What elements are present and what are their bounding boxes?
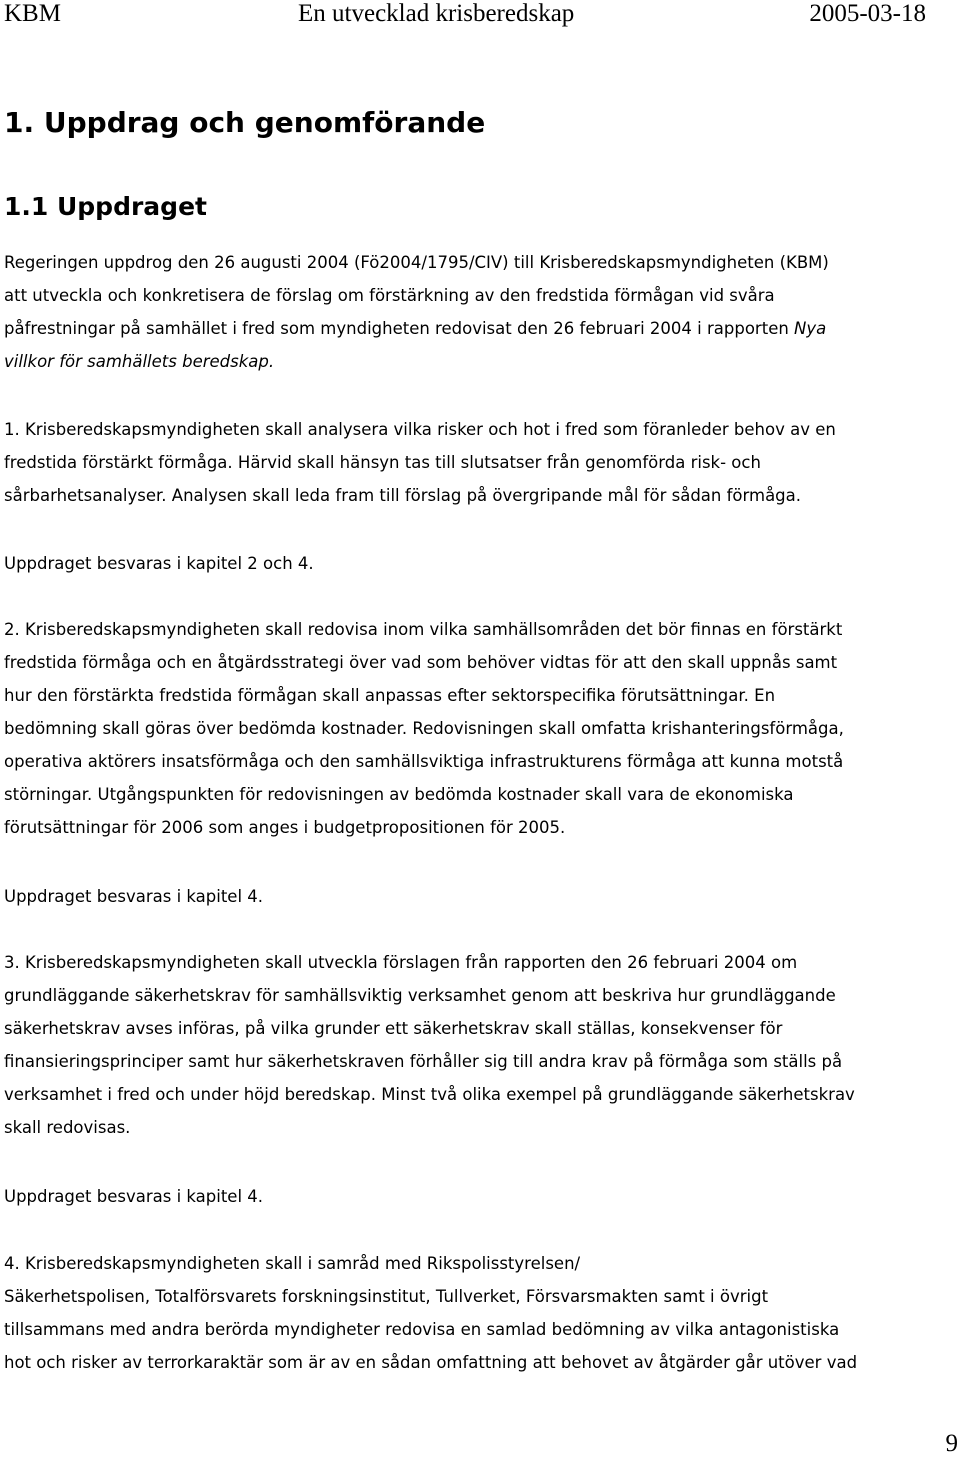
text-line: tillsammans med andra berörda myndigheter redovisa en samlad bedömning av vilka antagonistiska: [4, 1320, 840, 1339]
text-line: Uppdraget besvaras i kapitel 4.: [4, 1187, 264, 1206]
text-line: hur den förstärkta fredstida förmågan skall anpassas efter sektorspecifika förutsättningar. En: [4, 686, 776, 705]
intro-paragraph: [4, 246, 960, 378]
text-line: Uppdraget besvaras i kapitel 4.: [4, 887, 264, 906]
section-heading: 1.1 Uppdraget: [4, 192, 207, 221]
header-title: En utvecklad krisberedskap: [298, 0, 575, 27]
text-line: hot och risker av terrorkaraktär som är av en sådan omfattning att behovet av åtgärder går utöver vad: [4, 1353, 858, 1372]
text-line: att utveckla och konkretisera de förslag om förstärkning av den fredstida förmågan vid svåra: [4, 286, 775, 305]
text-line: bedömning skall göras över bedömda kostnader. Redovisningen skall omfatta krishanteringsförmåga,: [4, 719, 844, 738]
answer-reference-2: [4, 880, 960, 913]
text-line: [4, 345, 960, 378]
answer-reference-3: [4, 1180, 960, 1213]
text-line: Regeringen uppdrog den 26 augusti 2004 (Fö2004/1795/CIV) till Krisberedskapsmyndigheten (KBM): [4, 253, 829, 272]
text-fragment: påfrestningar på samhället i fred som myndigheten redovisat den 26 februari 2004 i rapporten: [4, 319, 795, 338]
text-line: Uppdraget besvaras i kapitel 2 och 4.: [4, 554, 314, 573]
report-title-continued: villkor för samhällets beredskap.: [4, 352, 275, 371]
assignment-item-3: [4, 946, 960, 1144]
text-line: operativa aktörers insatsförmåga och den samhällsviktiga infrastrukturens förmåga att kunna motstå: [4, 752, 844, 771]
assignment-item-1: [4, 413, 960, 512]
text-line: 1. Krisberedskapsmyndigheten skall analysera vilka risker och hot i fred som föranleder behov av en: [4, 420, 836, 439]
answer-reference-1: [4, 547, 960, 580]
header-date: 2005-03-18: [809, 0, 926, 27]
text-line: störningar. Utgångspunkten för redovisningen av bedömda kostnader skall vara de ekonomiska: [4, 785, 794, 804]
text-line: verksamhet i fred och under höjd beredskap. Minst två olika exempel på grundläggande säkerhetskrav: [4, 1085, 855, 1104]
text-line: 4. Krisberedskapsmyndigheten skall i samråd med Rikspolisstyrelsen/: [4, 1254, 581, 1273]
text-line: fredstida förmåga och en åtgärdsstrategi över vad som behöver vidtas för att den skall uppnås samt: [4, 653, 838, 672]
text-line: förutsättningar för 2006 som anges i budgetpropositionen för 2005.: [4, 818, 566, 837]
text-line: skall redovisas.: [4, 1118, 131, 1137]
assignment-item-2: [4, 613, 960, 844]
text-line: säkerhetskrav avses införas, på vilka grunder ett säkerhetskrav skall ställas, konsekvenser för: [4, 1019, 783, 1038]
page-header: [0, 0, 960, 30]
text-line: [4, 312, 960, 345]
text-line: grundläggande säkerhetskrav för samhällsviktig verksamhet genom att beskriva hur grundläggande: [4, 986, 836, 1005]
text-line: sårbarhetsanalyser. Analysen skall leda fram till förslag på övergripande mål för sådan förmåga.: [4, 486, 802, 505]
report-title-part: Nya: [794, 319, 827, 338]
page-number: 9: [945, 1430, 958, 1457]
assignment-item-4: [4, 1247, 960, 1379]
text-line: 3. Krisberedskapsmyndigheten skall utveckla förslagen från rapporten den 26 februari 2004 om: [4, 953, 798, 972]
text-line: fredstida förstärkt förmåga. Härvid skall hänsyn tas till slutsatser från genomförda risk- och: [4, 453, 761, 472]
text-line: 2. Krisberedskapsmyndigheten skall redovisa inom vilka samhällsområden det bör finnas en förstärkt: [4, 620, 843, 639]
chapter-heading: 1. Uppdrag och genomförande: [4, 106, 486, 139]
text-line: Säkerhetspolisen, Totalförsvarets forskningsinstitut, Tullverket, Försvarsmakten samt i övrigt: [4, 1287, 769, 1306]
text-line: finansieringsprinciper samt hur säkerhetskraven förhåller sig till andra krav på förmåga som ställs på: [4, 1052, 843, 1071]
header-org: KBM: [4, 0, 61, 27]
